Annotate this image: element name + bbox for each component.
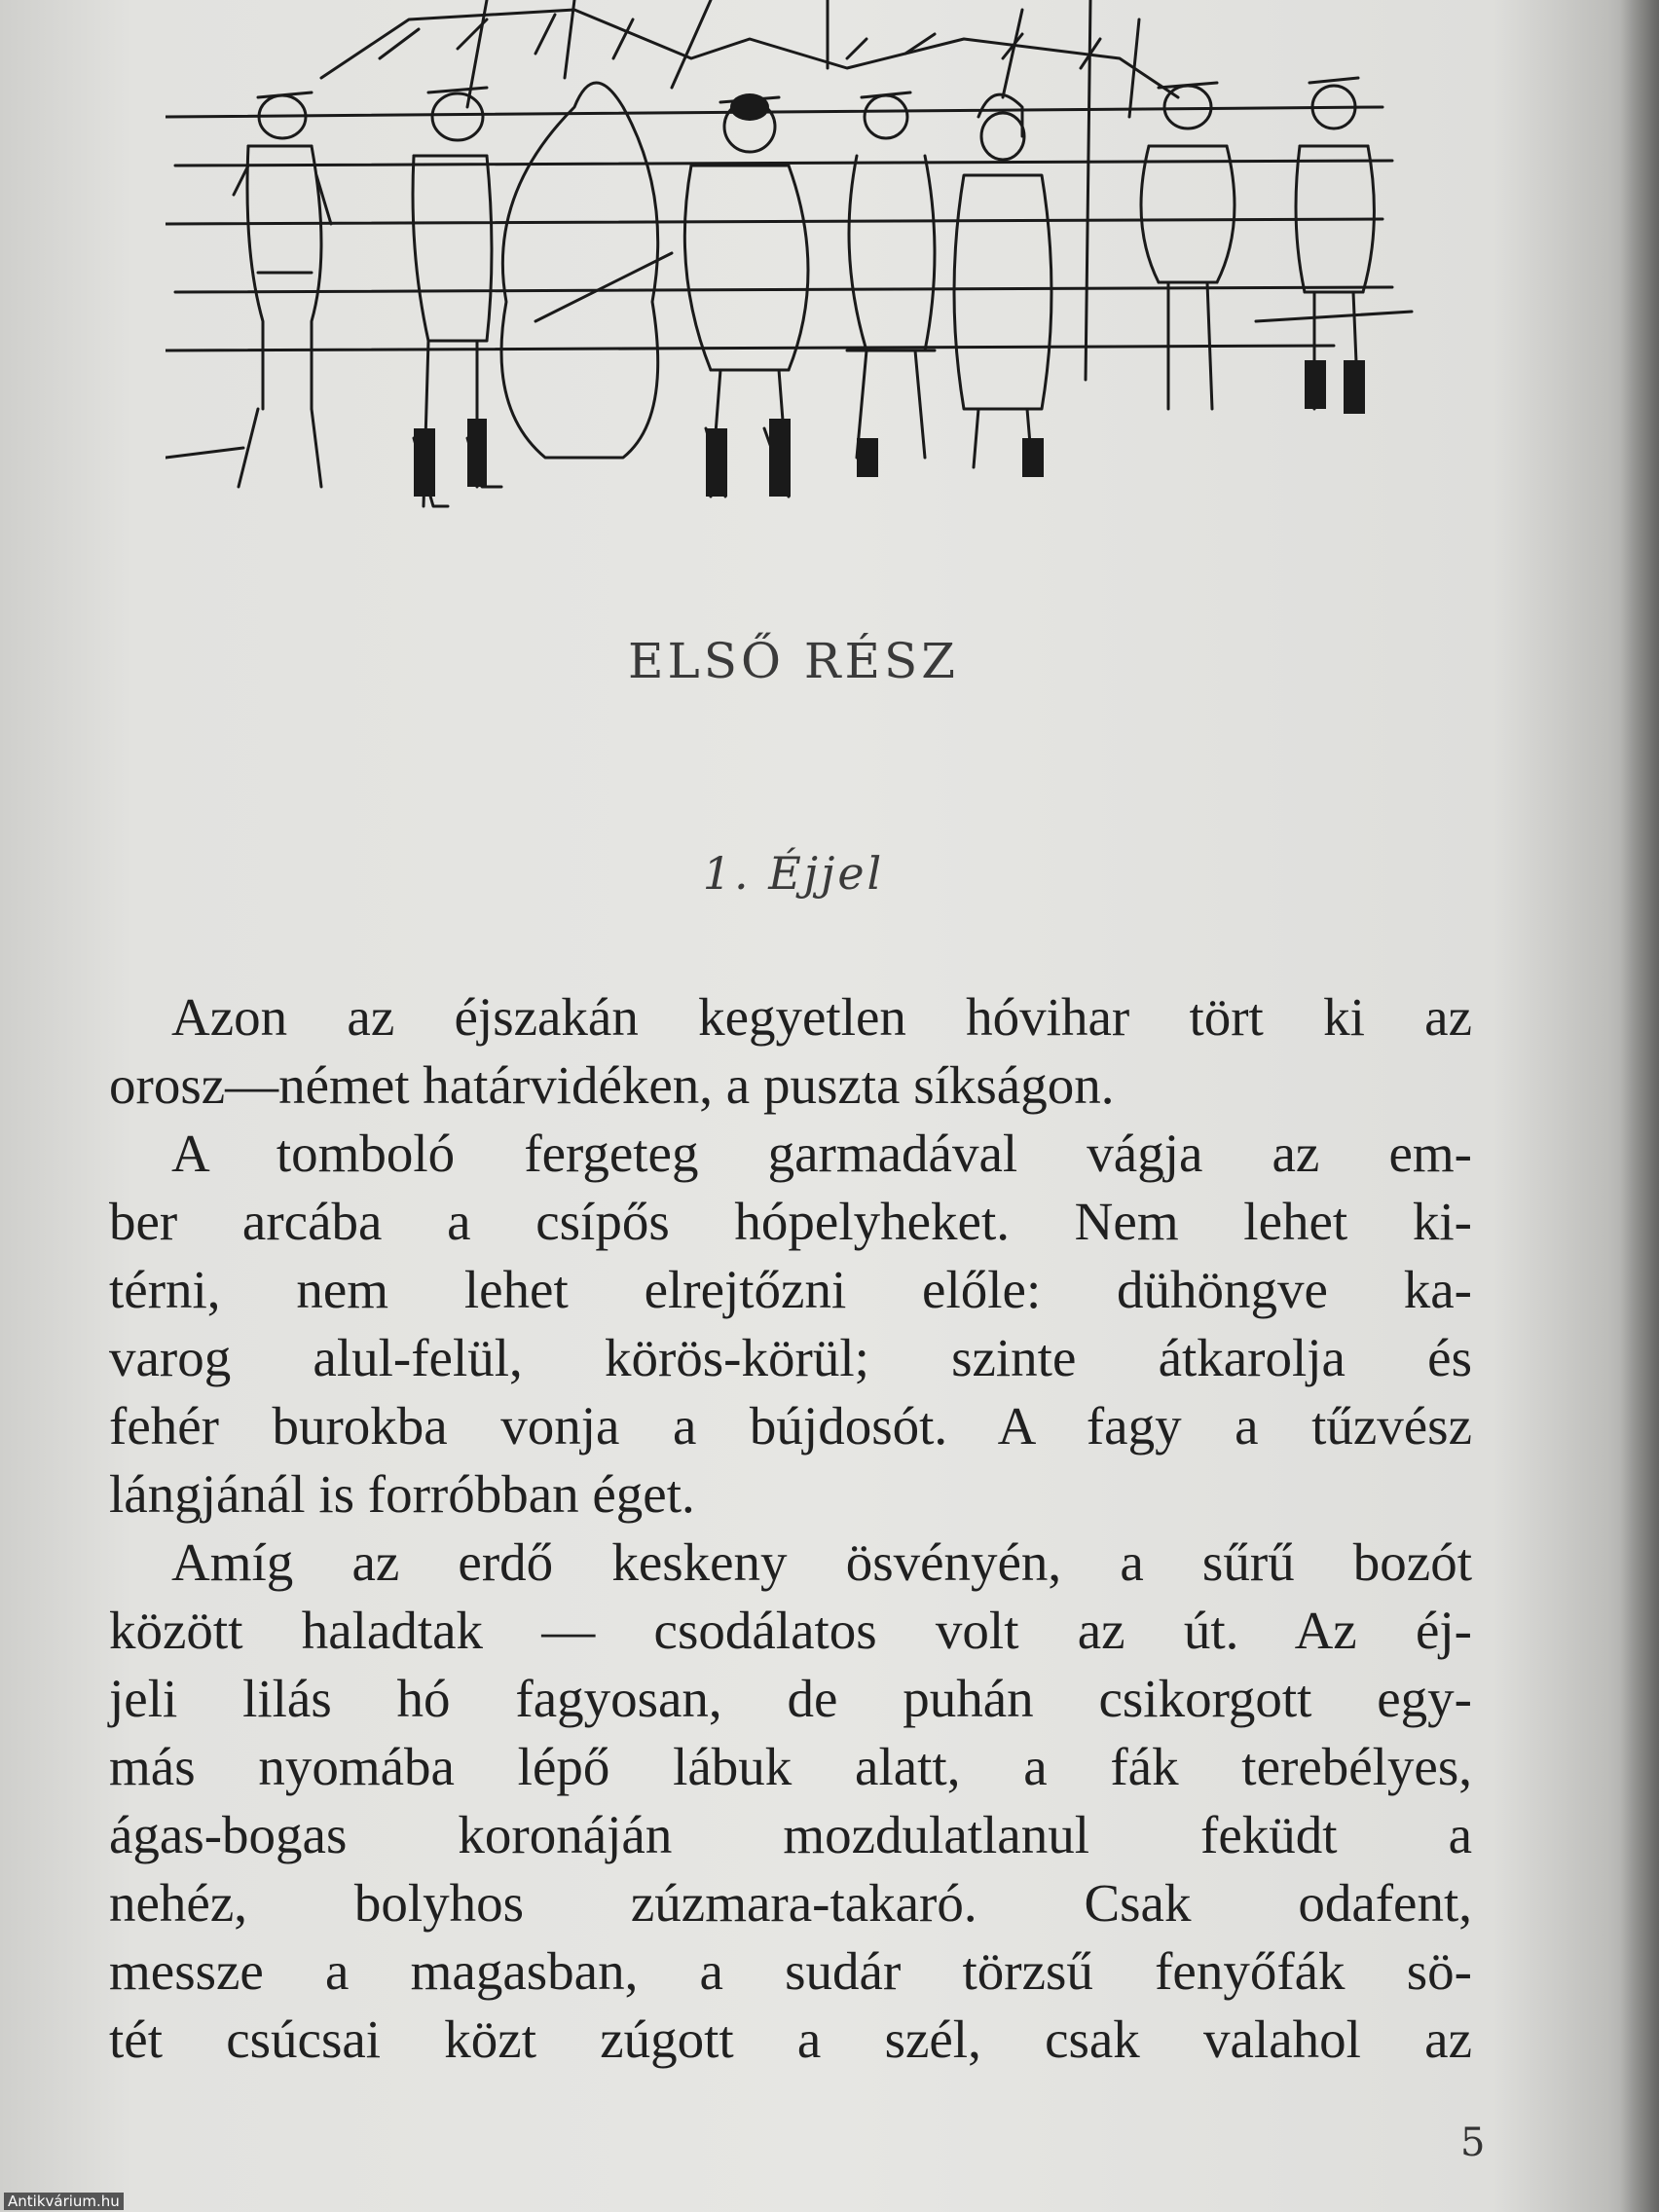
text-line: jeli lilás hó fagyosan, de puhán csikorgott egy- [109, 1669, 1472, 1728]
text-line: A tomboló fergeteg garmadával vágja az em- [171, 1124, 1472, 1183]
text-line: orosz—német határvidéken, a puszta síkságon. [109, 1055, 1115, 1115]
spine-shadow [1620, 0, 1659, 2212]
text-line: nehéz, bolyhos zúzmara-takaró. Csak odafent, [109, 1873, 1472, 1933]
text-line: varog alul-felül, körös-körül; szinte átkarolja és [109, 1328, 1472, 1387]
text-line: Amíg az erdő keskeny ösvényén, a sűrű bozót [171, 1532, 1472, 1592]
body-text [109, 983, 1472, 2074]
text-line: ágas-bogas koronáján mozdulatlanul feküdt a [109, 1805, 1472, 1864]
text-line: messze a magasban, a sudár törzsű fenyőfák sö- [109, 1941, 1472, 2001]
text-line: tét csúcsai közt zúgott a szél, csak valahol az [109, 2009, 1472, 2069]
text-line: lángjánál is forróbban éget. [109, 1464, 695, 1524]
text-line: más nyomába lépő lábuk alatt, a fák terebélyes, [109, 1737, 1472, 1796]
text-line: térni, nem lehet elrejtőzni előle: dühöngve ka- [109, 1260, 1472, 1319]
page-number: 5 [1460, 2120, 1486, 2165]
chapter-title: 1. Éjjel [702, 847, 885, 900]
part-title: ELSŐ RÉSZ [628, 633, 959, 689]
text-line: ber arcába a csípős hópelyheket. Nem lehet ki- [109, 1192, 1472, 1251]
illustration-villagers-group [166, 0, 1431, 545]
text-line: Azon az éjszakán kegyetlen hóvihar tört ki az [171, 987, 1472, 1047]
text-line: fehér burokba vonja a bújdosót. A fagy a tűzvész [109, 1396, 1472, 1456]
watermark: Antikvárium.hu [4, 2193, 124, 2210]
text-line: között haladtak — csodálatos volt az út. Az éj- [109, 1601, 1472, 1660]
